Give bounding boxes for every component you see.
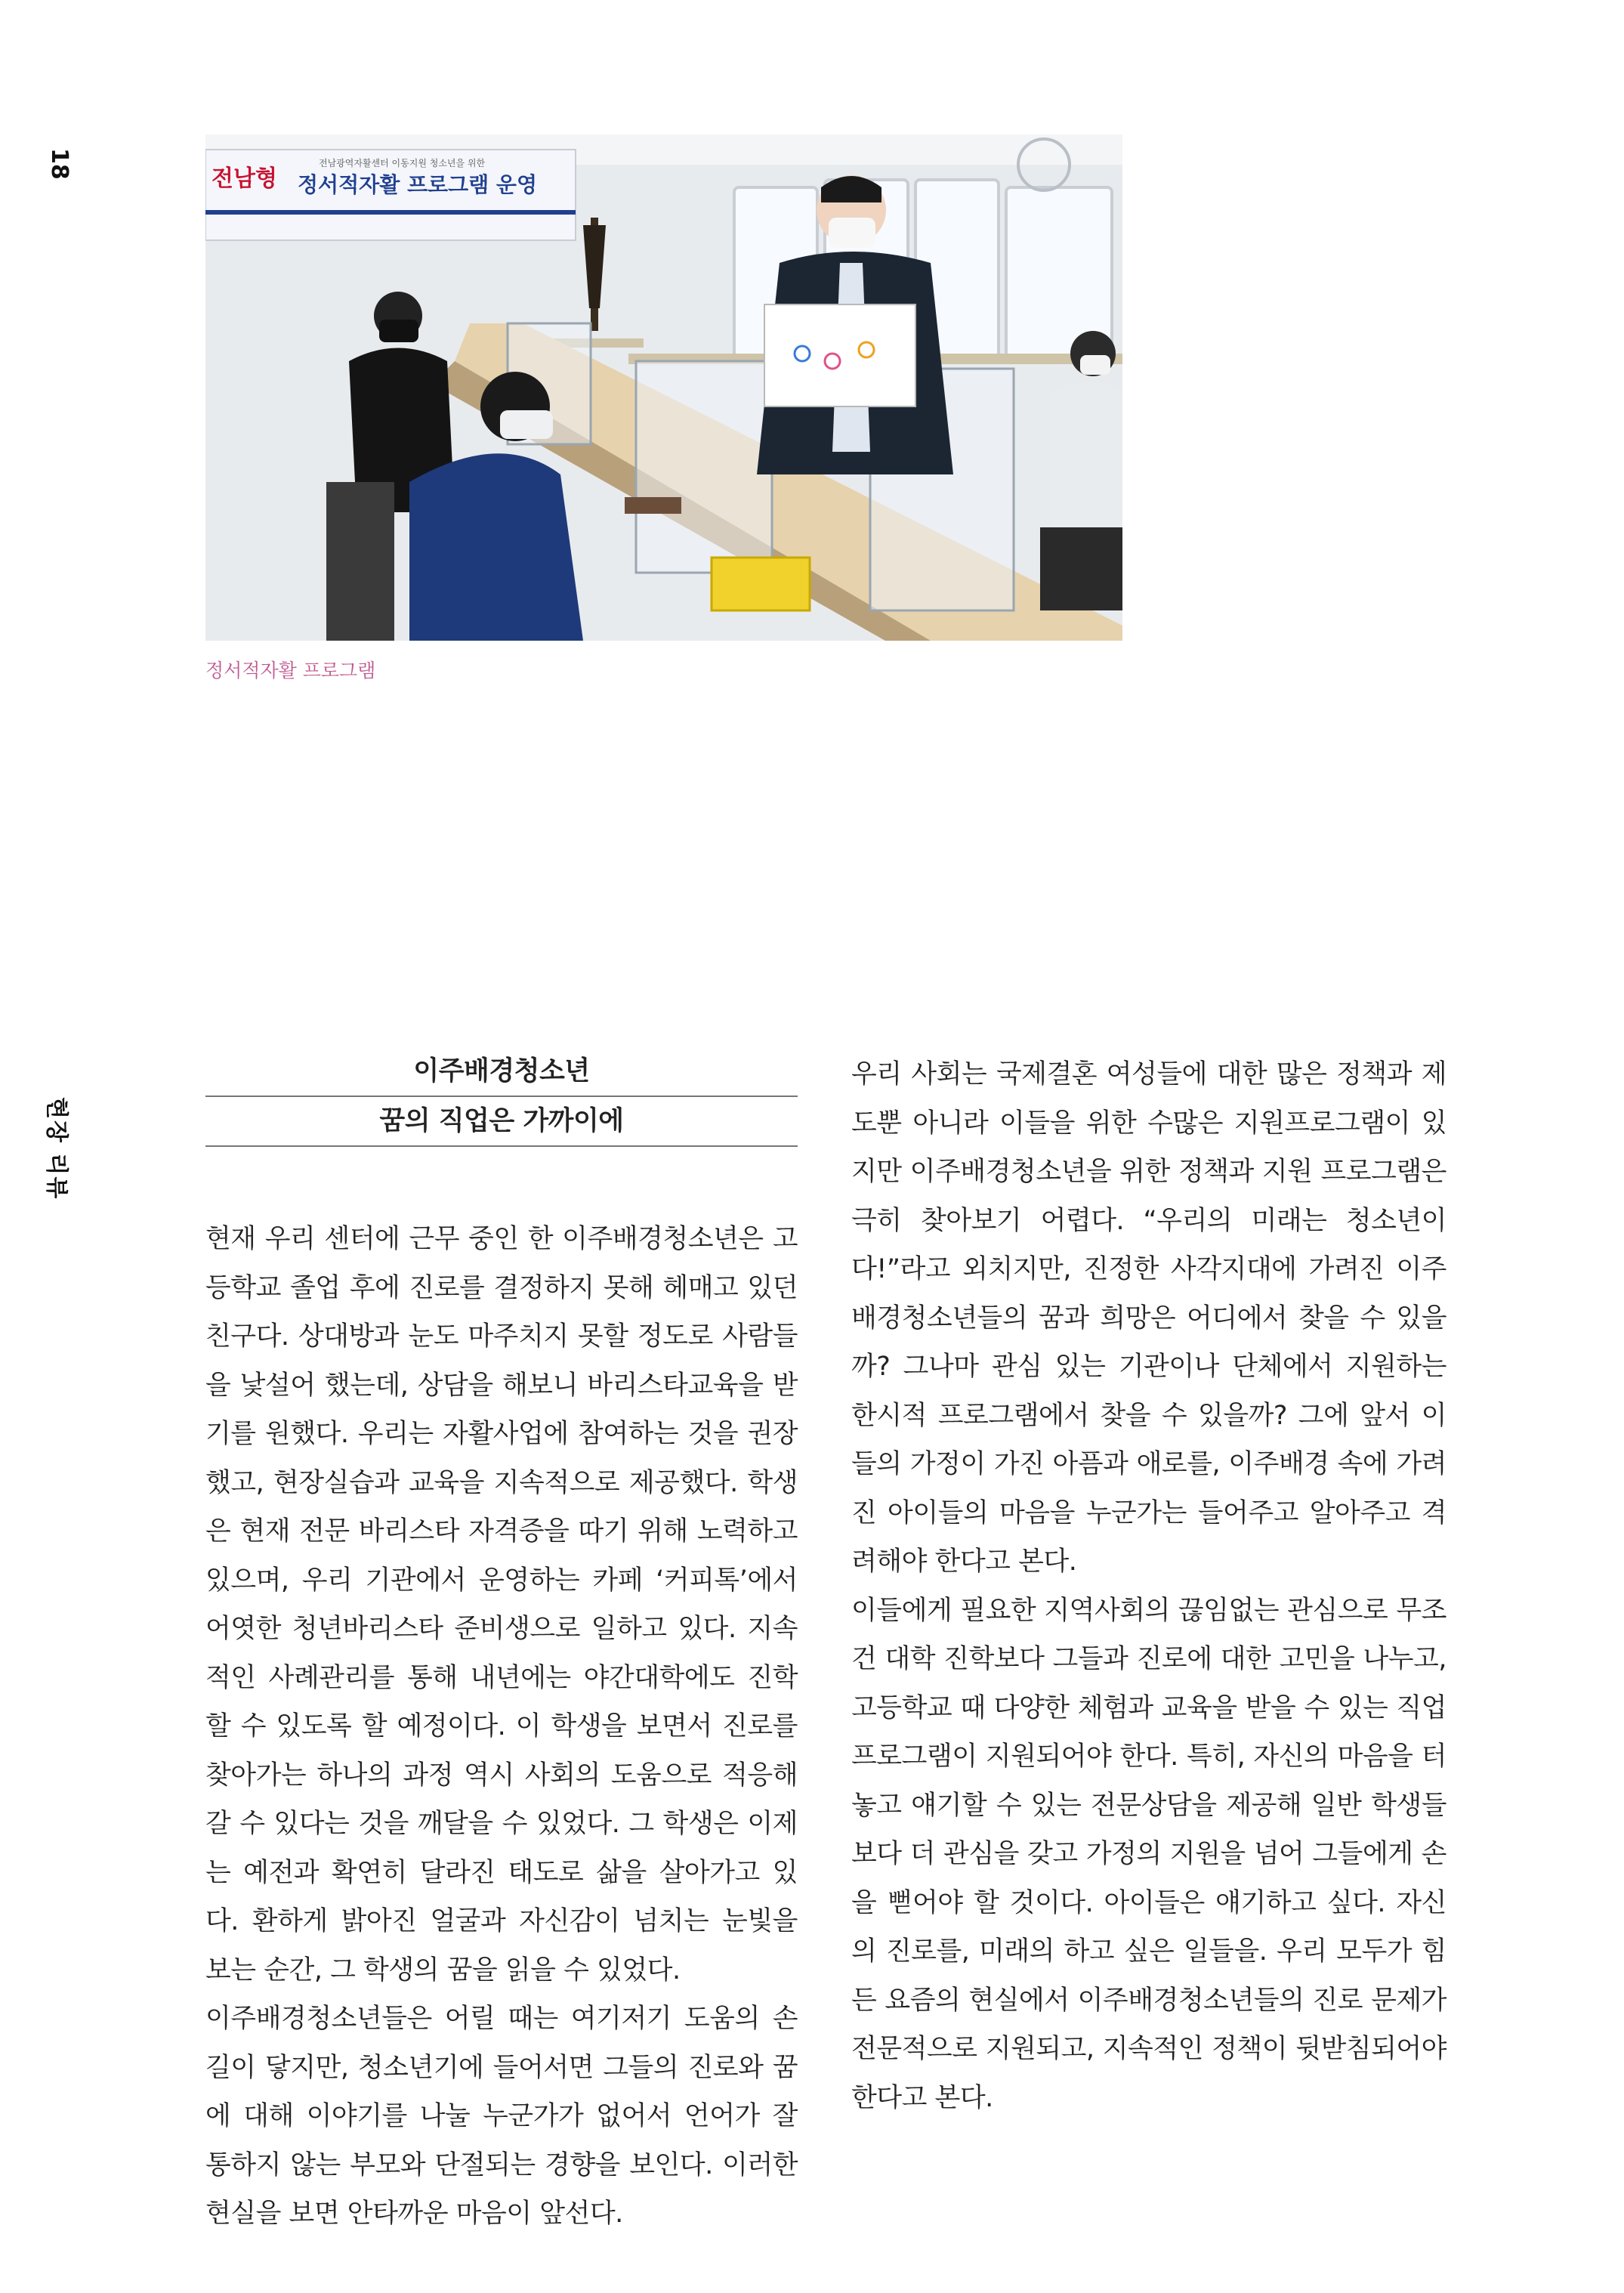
- program-photo: [205, 134, 1122, 641]
- banner-title: 정서적자활 프로그램 운영: [298, 172, 538, 197]
- paragraph: 이주배경청소년들은 어릴 때는 여기저기 도움의 손길이 닿지만, 청소년기에 들어서면 그들의 진로와 꿈에 대해 이야기를 나눌 누군가가 없어서 언어가 잘 통하지 않는 부모와 단절되는 경향을 보인다. 이러한 현실을 보면 안타까운 마음이 앞선다.: [205, 2004, 798, 2229]
- banner-small: 전남광역자활센터 이동지원 청소년을 위한: [319, 158, 486, 168]
- paragraph: 우리 사회는 국제결혼 여성들에 대한 많은 정책과 제도뿐 아니라 이들을 위한 수많은 지원프로그램이 있지만 이주배경청소년을 위한 정책과 지원 프로그램은 극히 찾아보기 어렵다. “우리의 미래는 청소년이다!”라고 외치지만, 진정한 사각지대에 가려진 이주배경청소년들의 꿈과 희망은 어디에서 찾을 수 있을까? 그나마 관심 있는 기관이나 단체에서 지원하는 한시적 프로그램에서 찾을 수 있을까? 그에 앞서 이들의 가정이 가진 아픔과 애로를, 이주배경 속에 가려진 아이들의 마음을 누군가는 들어주고 알아주고 격려해야 한다고 본다.: [851, 1059, 1446, 1577]
- section-label: 현장 리뷰: [43, 1097, 69, 1201]
- paragraph: 현재 우리 센터에 근무 중인 한 이주배경청소년은 고등학교 졸업 후에 진로를 결정하지 못해 헤매고 있던 친구다. 상대방과 눈도 마주치지 못할 정도로 사람들을 낯설어 했는데, 상담을 해보니 바리스타교육을 받기를 원했다. 우리는 자활사업에 참여하는 것을 권장했고, 현장실습과 교육을 지속적으로 제공했다. 학생은 현재 전문 바리스타 자격증을 따기 위해 노력하고 있으며, 우리 기관에서 운영하는 카페 ‘커피톡’에서 어엿한 청년바리스타 준비생으로 일하고 있다. 지속적인 사례관리를 통해 내년에는 야간대학에도 진학할 수 있도록 할 예정이다. 이 학생을 보면서 진로를 찾아가는 하나의 과정 역시 사회의 도움으로 적응해갈 수 있다는 것을 깨달을 수 있었다. 그 학생은 이제는 예전과 확연히 달라진 태도로 삶을 살아가고 있다. 환하게 밝아진 얼굴과 자신감이 넘치는 눈빛을 보는 순간, 그 학생의 꿈을 읽을 수 있었다.: [205, 1224, 798, 1986]
- heading-line2: 꿈의 직업은 가까이에: [379, 1106, 624, 1136]
- left-column: [205, 1047, 798, 2239]
- heading-line1: 이주배경청소년: [413, 1056, 590, 1086]
- banner-region: 전남형: [211, 165, 277, 192]
- paragraph: 이들에게 필요한 지역사회의 끊임없는 관심으로 무조건 대학 진학보다 그들과 진로에 대한 고민을 나누고, 고등학교 때 다양한 체험과 교육을 받을 수 있는 직업 프로그램이 지원되어야 한다. 특히, 자신의 마음을 터놓고 얘기할 수 있는 전문상담을 제공해 일반 학생들보다 더 관심을 갖고 가정의 지원을 넘어 그들에게 손을 뻗어야 할 것이다. 아이들은 얘기하고 싶다. 자신의 진로를, 미래의 하고 싶은 일들을. 우리 모두가 힘든 요즘의 현실에서 이주배경청소년들의 진로 문제가 전문적으로 지원되고, 지속적인 정책이 뒷받침되어야 한다고 본다.: [851, 1595, 1446, 2113]
- right-column: [851, 1050, 1446, 2122]
- page-number: 18: [46, 148, 73, 180]
- article-heading: [205, 1047, 798, 1147]
- photo-caption: 정서적자활 프로그램: [205, 660, 376, 681]
